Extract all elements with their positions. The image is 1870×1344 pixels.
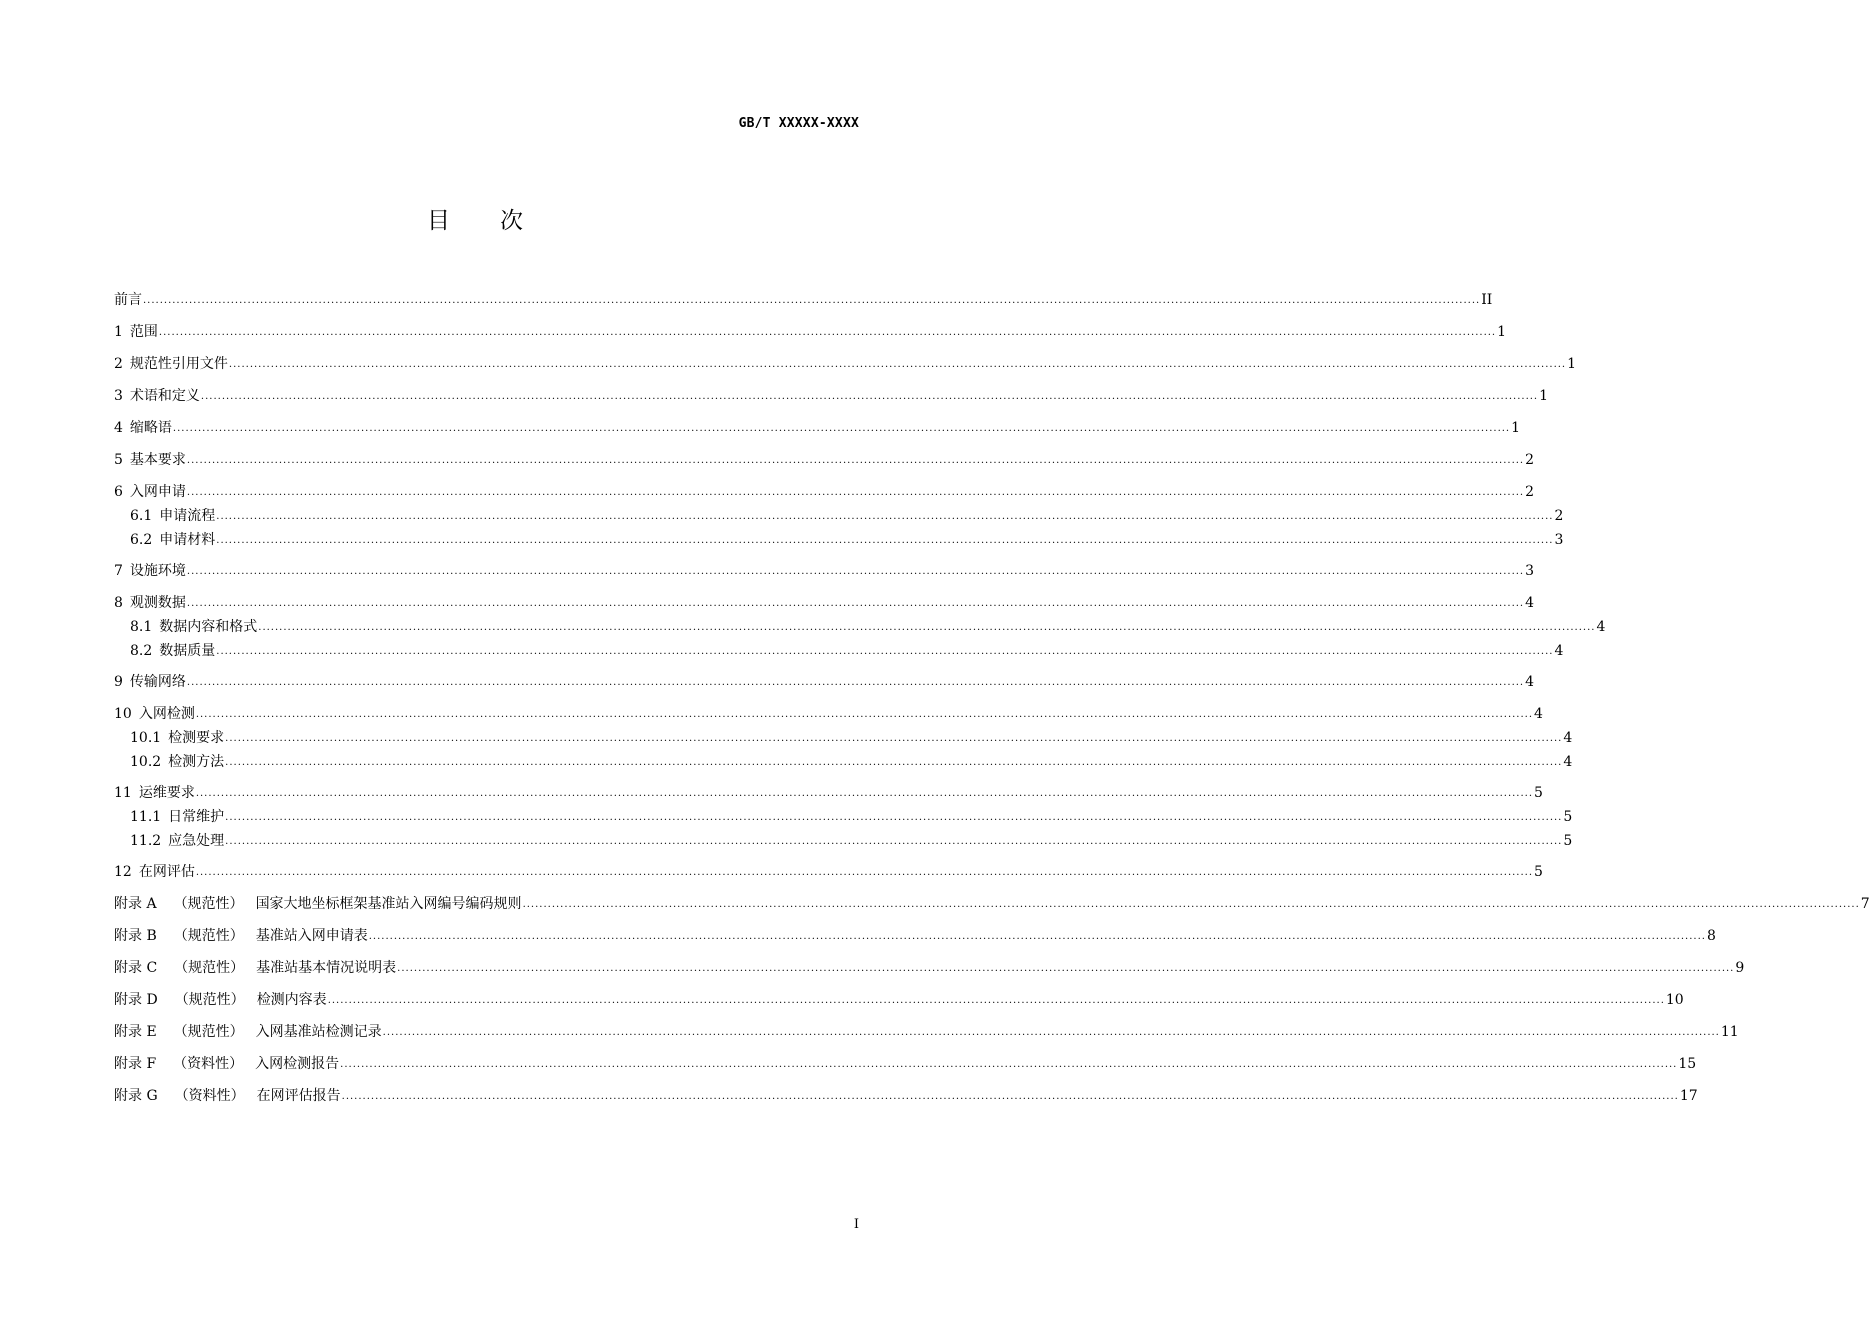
toc-entry-title: 术语和定义	[129, 388, 200, 404]
toc-entry-page: 1	[1511, 420, 1521, 436]
toc-dot-leader: ................................................................................................................................................................................................................................................................................................................................	[158, 327, 1497, 338]
toc-entry-label	[114, 591, 186, 615]
toc-entry[interactable]	[114, 860, 1543, 884]
toc-entry-page: 4	[1596, 619, 1606, 635]
page-title: 目次	[427, 208, 573, 234]
toc-dot-leader: ................................................................................................................................................................................................................................................................................................................................	[225, 836, 1563, 847]
toc-dot-leader: ................................................................................................................................................................................................................................................................................................................................	[186, 677, 1525, 688]
toc-entry[interactable]	[114, 956, 1745, 980]
toc-entry-number: 附录 C	[114, 960, 158, 976]
toc-entry-title: 申请流程	[159, 508, 216, 524]
toc-entry-number: 6.1	[130, 508, 153, 524]
toc-dot-leader: ................................................................................................................................................................................................................................................................................................................................	[216, 511, 1554, 522]
toc-entry-label	[130, 504, 215, 528]
toc-entry-label	[114, 670, 186, 694]
toc-entry-number: 8.1	[130, 619, 153, 635]
toc-entry-title: 基准站基本情况说明表	[256, 960, 397, 976]
toc-entry-label	[114, 448, 186, 472]
toc-entry-title: 日常维护	[168, 809, 225, 825]
toc-dot-leader: ................................................................................................................................................................................................................................................................................................................................	[340, 1059, 1678, 1070]
toc-entry-number: 8	[114, 595, 123, 611]
toc-entry-page: 11	[1720, 1024, 1739, 1040]
toc-dot-leader: ................................................................................................................................................................................................................................................................................................................................	[225, 733, 1563, 744]
toc-entry-label	[114, 860, 195, 884]
toc-entry-page: II	[1481, 292, 1493, 308]
toc-entry[interactable]	[114, 892, 1870, 916]
toc-entry-title: 检测方法	[168, 754, 225, 770]
toc-entry-page: 2	[1525, 484, 1535, 500]
toc-entry-page: 5	[1563, 833, 1573, 849]
toc-entry[interactable]	[114, 320, 1507, 344]
toc-entry-page: 10	[1665, 992, 1684, 1008]
toc-entry-title: 基本要求	[129, 452, 186, 468]
toc-entry-label	[114, 320, 158, 344]
toc-entry-page: 1	[1567, 356, 1577, 372]
toc-entry[interactable]	[114, 805, 1573, 829]
toc-entry[interactable]	[114, 702, 1543, 726]
toc-entry-label	[130, 615, 257, 639]
toc-entry-number: 7	[114, 563, 123, 579]
toc-entry[interactable]	[114, 726, 1573, 750]
toc-entry-number: 10.2	[130, 754, 162, 770]
toc-entry-page: 4	[1525, 674, 1535, 690]
toc-entry[interactable]	[114, 288, 1493, 312]
toc-entry-page: 9	[1735, 960, 1745, 976]
toc-entry-number: 6.2	[130, 532, 153, 548]
toc-entry-title: 检测要求	[168, 730, 225, 746]
toc-entry-label	[130, 829, 224, 853]
toc-entry-title: 数据内容和格式	[159, 619, 258, 635]
toc-entry-label	[130, 528, 215, 552]
toc-entry-title: 缩略语	[129, 420, 172, 436]
toc-entry-number: 附录 A	[114, 896, 157, 912]
toc-entry-page: 5	[1563, 809, 1573, 825]
toc-entry[interactable]	[114, 1052, 1697, 1076]
toc-entry-title: 申请材料	[159, 532, 216, 548]
toc-entry-number: 5	[114, 452, 123, 468]
toc-entry[interactable]	[114, 504, 1564, 528]
toc-entry-title: 在网评估报告	[256, 1088, 341, 1104]
toc-entry-title: 范围	[129, 324, 158, 340]
toc-entry-page: 1	[1497, 324, 1507, 340]
toc-entry-page: 17	[1679, 1088, 1698, 1104]
toc-entry[interactable]	[114, 670, 1535, 694]
toc-dot-leader: ................................................................................................................................................................................................................................................................................................................................	[195, 788, 1534, 799]
toc-entry-number: 10	[114, 706, 132, 722]
toc-entry-label	[114, 1052, 339, 1076]
toc-entry-label	[114, 384, 200, 408]
toc-entry-label	[130, 750, 224, 774]
toc-dot-leader: ................................................................................................................................................................................................................................................................................................................................	[341, 1091, 1679, 1102]
toc-entry-annex-type: （规范性）	[174, 992, 245, 1008]
toc-dot-leader: ................................................................................................................................................................................................................................................................................................................................	[327, 995, 1665, 1006]
toc-entry[interactable]	[114, 829, 1573, 853]
toc-entry[interactable]	[114, 615, 1606, 639]
toc-entry[interactable]	[114, 480, 1535, 504]
toc-entry-page: 2	[1525, 452, 1535, 468]
toc-entry[interactable]	[114, 528, 1564, 552]
toc-entry-title: 观测数据	[129, 595, 186, 611]
toc-entry-label	[114, 480, 186, 504]
toc-dot-leader: ................................................................................................................................................................................................................................................................................................................................	[522, 899, 1860, 910]
toc-entry-annex-type: （规范性）	[174, 960, 245, 976]
toc-dot-leader: ................................................................................................................................................................................................................................................................................................................................	[397, 963, 1735, 974]
toc-entry-number: 12	[114, 864, 132, 880]
toc-entry-title: 设施环境	[129, 563, 186, 579]
toc-entry-annex-type: （资料性）	[174, 1088, 245, 1104]
toc-entry[interactable]	[114, 750, 1573, 774]
toc-entry-page: 3	[1554, 532, 1564, 548]
toc-entry-number: 附录 D	[114, 992, 158, 1008]
toc-entry-page: 2	[1554, 508, 1564, 524]
toc-entry-page: 4	[1534, 706, 1543, 722]
toc-entry-title: 前言	[114, 292, 142, 308]
toc-dot-leader: ................................................................................................................................................................................................................................................................................................................................	[186, 455, 1525, 466]
toc-entry-number: 附录 B	[114, 928, 157, 944]
toc-entry-page: 5	[1534, 785, 1543, 801]
toc-dot-leader: ................................................................................................................................................................................................................................................................................................................................	[216, 535, 1554, 546]
toc-entry-title: 检测内容表	[256, 992, 327, 1008]
toc-entry-number: 6	[114, 484, 123, 500]
toc-entry-label	[114, 892, 522, 916]
toc-entry-page: 7	[1860, 896, 1870, 912]
toc-entry-page: 4	[1554, 643, 1564, 659]
toc-entry[interactable]	[114, 781, 1543, 805]
toc-entry-page: 3	[1525, 563, 1535, 579]
toc-entry[interactable]	[114, 988, 1684, 1012]
toc-dot-leader: ................................................................................................................................................................................................................................................................................................................................	[382, 1027, 1720, 1038]
toc-entry-annex-type: （规范性）	[173, 896, 244, 912]
toc-entry-number: 11.1	[130, 809, 162, 825]
toc-entry-title: 传输网络	[129, 674, 186, 690]
toc-dot-leader: ................................................................................................................................................................................................................................................................................................................................	[258, 622, 1596, 633]
toc-entry-number: 附录 F	[114, 1056, 157, 1072]
toc-entry-number: 11.2	[130, 833, 162, 849]
toc-entry-page: 4	[1563, 730, 1573, 746]
toc-entry-label	[130, 805, 224, 829]
toc-dot-leader: ................................................................................................................................................................................................................................................................................................................................	[228, 359, 1567, 370]
toc-dot-leader: ................................................................................................................................................................................................................................................................................................................................	[195, 867, 1534, 878]
toc-entry-number: 4	[114, 420, 123, 436]
toc-entry-label	[114, 288, 142, 312]
toc-entry[interactable]	[114, 352, 1577, 376]
toc-entry-number: 9	[114, 674, 123, 690]
toc-dot-leader: ................................................................................................................................................................................................................................................................................................................................	[216, 646, 1554, 657]
toc-entry-label	[130, 726, 224, 750]
table-of-contents	[114, 288, 1870, 1108]
toc-entry-page: 1	[1539, 388, 1549, 404]
toc-entry-title: 数据质量	[159, 643, 216, 659]
toc-entry-title: 基准站入网申请表	[255, 928, 368, 944]
toc-entry[interactable]	[114, 384, 1549, 408]
toc-dot-leader: ................................................................................................................................................................................................................................................................................................................................	[200, 391, 1539, 402]
toc-entry-title: 规范性引用文件	[129, 356, 228, 372]
document-code: GB/T XXXXX-XXXX	[738, 116, 859, 131]
toc-entry-number: 3	[114, 388, 123, 404]
toc-entry[interactable]	[114, 448, 1535, 472]
toc-entry[interactable]	[114, 416, 1521, 440]
toc-dot-leader: ................................................................................................................................................................................................................................................................................................................................	[186, 487, 1525, 498]
toc-entry-label	[114, 781, 195, 805]
toc-entry[interactable]	[114, 639, 1564, 663]
toc-dot-leader: ................................................................................................................................................................................................................................................................................................................................	[368, 931, 1706, 942]
toc-entry-title: 入网检测报告	[255, 1056, 340, 1072]
toc-entry-page: 8	[1706, 928, 1716, 944]
toc-entry-title: 入网基准站检测记录	[255, 1024, 382, 1040]
toc-entry-label	[114, 956, 396, 980]
toc-dot-leader: ................................................................................................................................................................................................................................................................................................................................	[225, 812, 1563, 823]
toc-entry-annex-type: （规范性）	[173, 1024, 244, 1040]
toc-entry-number: 1	[114, 324, 123, 340]
toc-dot-leader: ................................................................................................................................................................................................................................................................................................................................	[195, 709, 1534, 720]
toc-dot-leader: ................................................................................................................................................................................................................................................................................................................................	[186, 598, 1525, 609]
toc-entry[interactable]	[114, 924, 1716, 948]
toc-entry-number: 附录 G	[114, 1088, 158, 1104]
toc-entry-label	[114, 702, 195, 726]
toc-entry[interactable]	[114, 1084, 1698, 1108]
toc-dot-leader: ................................................................................................................................................................................................................................................................................................................................	[143, 295, 1481, 306]
toc-entry-title: 国家大地坐标框架基准站入网编号编码规则	[255, 896, 522, 912]
toc-entry-label	[114, 1020, 382, 1044]
toc-entry-label	[114, 924, 368, 948]
page-number: I	[853, 1217, 859, 1232]
toc-entry-title: 应急处理	[168, 833, 225, 849]
toc-dot-leader: ................................................................................................................................................................................................................................................................................................................................	[186, 566, 1525, 577]
toc-entry-page: 15	[1678, 1056, 1697, 1072]
toc-entry-label	[114, 559, 186, 583]
toc-entry[interactable]	[114, 591, 1535, 615]
toc-entry-label	[114, 352, 228, 376]
toc-entry-title: 在网评估	[138, 864, 195, 880]
toc-entry-number: 11	[114, 785, 132, 801]
toc-entry-label	[130, 639, 215, 663]
toc-entry-label	[114, 988, 327, 1012]
toc-entry-label	[114, 416, 172, 440]
toc-entry-number: 8.2	[130, 643, 153, 659]
toc-entry-annex-type: （规范性）	[173, 928, 244, 944]
toc-entry-number: 附录 E	[114, 1024, 157, 1040]
toc-entry-title: 入网申请	[129, 484, 186, 500]
toc-entry-title: 运维要求	[138, 785, 195, 801]
toc-entry-label	[114, 1084, 341, 1108]
toc-dot-leader: ................................................................................................................................................................................................................................................................................................................................	[225, 757, 1563, 768]
toc-entry-number: 10.1	[130, 730, 162, 746]
toc-entry-page: 5	[1534, 864, 1543, 880]
toc-entry[interactable]	[114, 559, 1535, 583]
toc-entry-title: 入网检测	[138, 706, 195, 722]
toc-entry[interactable]	[114, 1020, 1739, 1044]
toc-entry-annex-type: （资料性）	[173, 1056, 244, 1072]
toc-entry-page: 4	[1563, 754, 1573, 770]
toc-entry-page: 4	[1525, 595, 1535, 611]
toc-dot-leader: ................................................................................................................................................................................................................................................................................................................................	[172, 423, 1511, 434]
toc-entry-number: 2	[114, 356, 123, 372]
